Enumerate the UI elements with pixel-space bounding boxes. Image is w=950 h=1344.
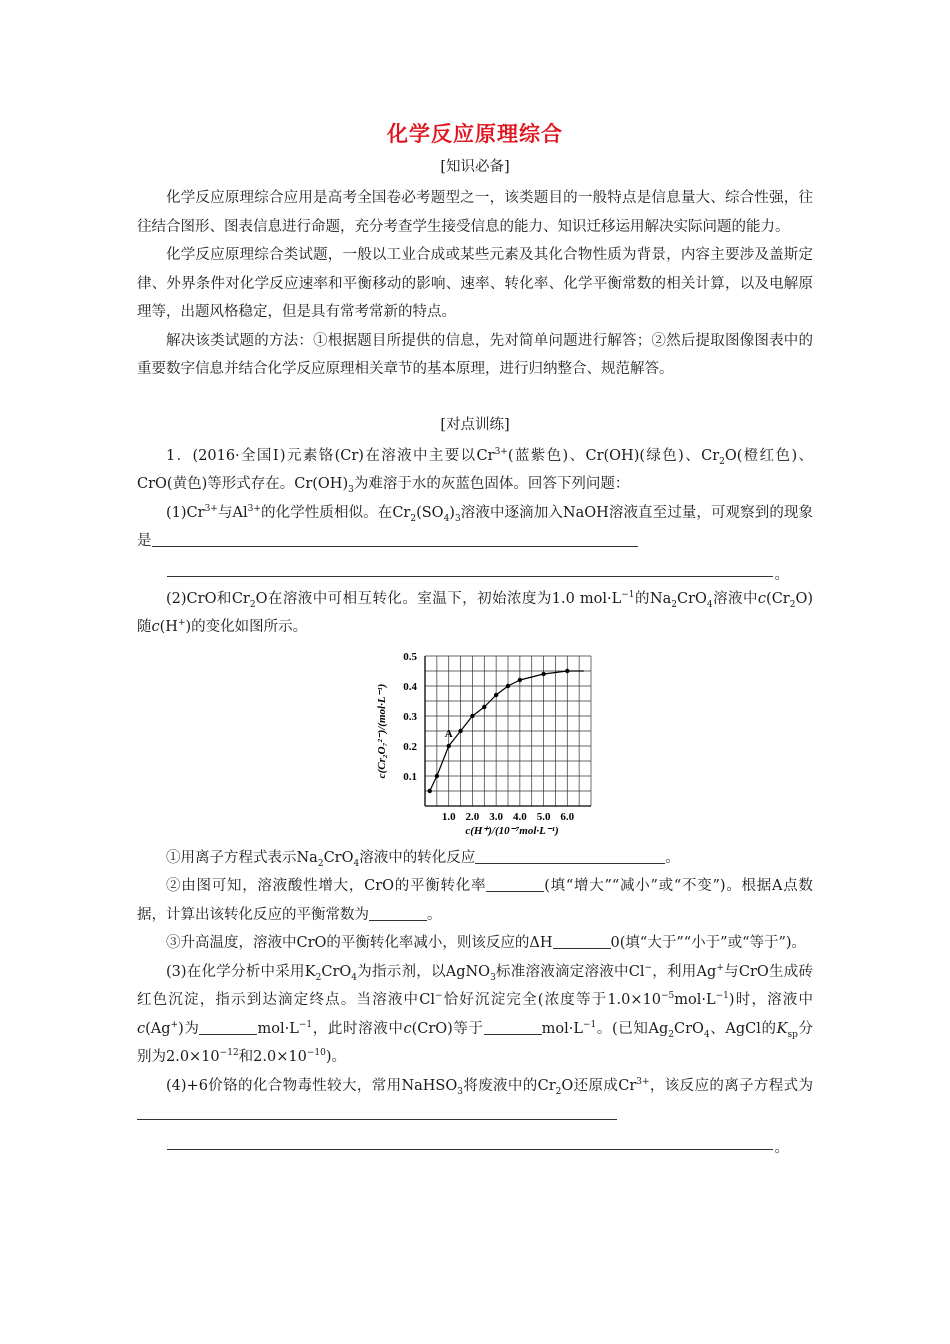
answer-blank[interactable] (475, 847, 665, 864)
y-tick-label: 0.2 (403, 740, 417, 753)
data-point (458, 728, 462, 732)
x-tick-label: 6.0 (560, 810, 575, 823)
answer-blank[interactable] (199, 1018, 257, 1035)
answer-blank[interactable] (553, 932, 611, 949)
answer-line[interactable]: 。 (167, 1129, 773, 1150)
question-1-sub-1: ①用离子方程式表示$Na_2CrO_4$溶液中的转化反应 。 (137, 844, 813, 873)
data-point (518, 677, 522, 681)
y-tick-label: 0.3 (403, 710, 417, 723)
data-point (494, 692, 498, 696)
x-axis-label: c(H⁺)/(10⁻⁷mol·L⁻¹) (465, 824, 559, 837)
data-point (447, 743, 451, 747)
x-tick-label: 5.0 (536, 810, 551, 823)
data-point (428, 788, 432, 792)
document-page (137, 118, 814, 1156)
training-header: [对点训练] (440, 416, 510, 433)
intro-paragraph-1: 化学反应原理综合应用是高考全国卷必考题型之一，该类题目的一般特点是信息量大、综合性强，往往结合图形、图表信息进行命题，充分考查学生接受信息的能力、知识迁移运用解决实际问题的能力。 (137, 190, 813, 235)
point-label-a: A (444, 727, 453, 740)
data-point (470, 713, 474, 717)
answer-blank[interactable] (152, 530, 638, 547)
answer-blank[interactable] (137, 1103, 617, 1120)
answer-blank[interactable] (369, 904, 427, 921)
intro-paragraph-2: 化学反应原理综合类试题，一般以工业合成或某些元素及其化合物性质为背景，内容主要涉及盖斯定律、外界条件对化学反应速率和平衡移动的影响、速率、转化率、化学平衡常数的相关计算，以及电解原理等，出题风格稳定，但是具有常考常新的特点。 (137, 247, 813, 320)
data-point (482, 704, 486, 708)
y-tick-label: 0.1 (403, 770, 417, 783)
question-1-part-3: (3)在化学分析中采用$K_2CrO_4$为指示剂，以AgNO$_3$标准溶液滴定溶液中Cl−，利用Ag+与CrO生成砖红色沉淀，指示到达滴定终点。当溶液中Cl−恰好沉淀完全(浓度等于$1.0\times 10^{-5}mol\cdot L^{-1}$)时，溶液中c(Ag+)为 $mol\cdot L^{-1}$，此时溶液中c(CrO)等于 $mol\cdot L^{-1}$。(已知$Ag_2CrO_4$、AgCl的$K_{sp}$分别为$2.0\times 10^{-12}$和$2.0\times 10^{-10}$)。 (137, 962, 814, 1065)
answer-line[interactable]: 。 (167, 556, 773, 577)
data-point (506, 683, 510, 687)
concentration-chart (373, 648, 603, 844)
question-1-sub-3: ③升高温度，溶液中CrO的平衡转化率减小，则该反应的ΔH 0(填“大于”“小于”或“等于”)。 (137, 929, 813, 958)
data-point (435, 773, 439, 777)
data-point (541, 671, 545, 675)
knowledge-header: [知识必备] (440, 159, 510, 175)
question-1-part-4: (4)+6价铬的化合物毒性较大，常用NaHSO$_3$将废液中的$Cr_2O$还原成$Cr^{3+}$，该反应的离子方程式为 (137, 1072, 813, 1129)
page-title: 化学反应原理综合 (387, 121, 563, 146)
answer-blank[interactable] (484, 1018, 542, 1035)
x-tick-label: 4.0 (512, 810, 527, 823)
intro-paragraph-3: 解决该类试题的方法：①根据题目所提供的信息，先对简单问题进行解答；②然后提取图像图表中的重要数字信息并结合化学反应原理相关章节的基本原理，进行归纳整合、规范解答。 (137, 332, 813, 377)
y-axis-label: c(Cr₂O₇²⁻)/(mol·L⁻¹) (376, 683, 388, 778)
question-1-stem: 1．(2016·全国Ⅰ)元素铬(Cr)在溶液中主要以$Cr^{3+}$(蓝紫色)、Cr(OH)(绿色)、$Cr_2O$(橙红色)、CrO(黄色)等形式存在。$Cr(OH)_3$为难溶于水的灰蓝色固体。回答下列问题： (137, 446, 813, 495)
y-tick-label: 0.5 (403, 650, 417, 663)
x-tick-label: 3.0 (489, 810, 504, 823)
x-tick-label: 2.0 (465, 810, 480, 823)
data-point (565, 668, 569, 672)
question-1-part-1: $(1)Cr^{3+}$与$Al^{3+}$的化学性质相似。在$Cr_2(SO_4)_3$溶液中逐滴加入NaOH溶液直至过量，可观察到的现象是 (137, 503, 813, 549)
question-1-part-2: (2)CrO和$Cr_2O$在溶液中可相互转化。室温下，初始浓度为1.0 $mol\cdot L^{-1}$的$Na_2CrO_4$溶液中$c(Cr_2O)$随c(H+)的变化如图所示。 (137, 589, 813, 635)
y-tick-label: 0.4 (403, 680, 417, 693)
question-1-sub-2: ②由图可知，溶液酸性增大，CrO的平衡转化率 (填“增大”“减小”或“不变”)。根据A点数据，计算出该转化反应的平衡常数为 。 (137, 872, 813, 929)
answer-blank[interactable] (486, 875, 544, 892)
x-tick-label: 1.0 (441, 810, 456, 823)
